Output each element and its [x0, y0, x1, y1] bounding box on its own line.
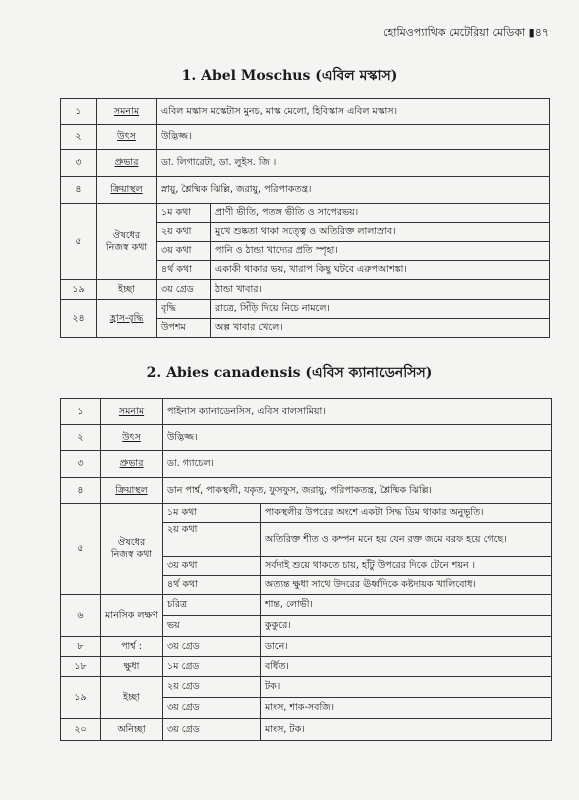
row-value: উদ্ভিজ্জ। [157, 125, 550, 150]
sub-value: সর্বদাই শুয়ে থাকতে চায়, হাঁটু উপরের দিকে টেনে শয়ন । [261, 557, 552, 576]
sub-key: ৩য় কথা [157, 242, 211, 261]
sub-key: ১ম কথা [163, 504, 261, 523]
row-number: ৫ [61, 204, 97, 280]
sub-key: ৩য় গ্রেড [163, 698, 261, 719]
row-value: পাইনাস ক্যানাডেনসিস, এবিস বালসামিয়া। [163, 399, 552, 425]
sub-key: ২য় কথা [157, 223, 211, 242]
sub-key: ৩য় গ্রেড [157, 280, 211, 300]
row-key: প্রুভার [101, 451, 163, 478]
sub-key: ৩য় কথা [163, 557, 261, 576]
row-key: অনিচ্ছা [101, 719, 163, 741]
table-row [61, 280, 550, 300]
row-value: ডা. গ্যাচেল। [163, 451, 552, 478]
table-row [61, 399, 552, 425]
row-value: ডা. লিগারেটা, ডা. লুইস. জি । [157, 150, 550, 177]
sub-value: পাকস্থলীর উপরের অংশে একটা সিদ্ধ ডিম থাকার অনুভূতি। [261, 504, 552, 523]
row-number: ১ [61, 399, 101, 425]
sub-key: ২য় কথা [163, 523, 261, 557]
sub-value: মাংস, শাক-সবজি। [261, 698, 552, 719]
row-number: ১৯ [61, 677, 101, 719]
sub-key: ১ম কথা [157, 204, 211, 223]
row-value: এবিল মস্কাস মস্কেটাস মুনচ, মাস্ক মেলো, হিবিস্কাস এবিল মস্কাস। [157, 99, 550, 125]
sub-value: বর্ধিত। [261, 657, 552, 677]
row-number: ৩ [61, 451, 101, 478]
running-header: হোমিওপ্যাথিক মেটেরিয়া মেডিকা ▮৪৭ [383, 26, 549, 39]
row-number: ২ [61, 425, 101, 451]
row-number: ১৯ [61, 280, 97, 300]
table-row [61, 300, 550, 319]
row-number: ৮ [61, 637, 101, 657]
table-row [61, 504, 552, 523]
row-key: হ্রাস-বৃদ্ধি [97, 300, 157, 338]
table-row [61, 125, 550, 150]
row-value: উদ্ভিজ্জ। [163, 425, 552, 451]
row-key: ঔষধের নিজস্ব কথা [97, 204, 157, 280]
row-number: ৬ [61, 595, 101, 637]
table-row [61, 677, 552, 698]
table-abel-moschus [60, 98, 550, 338]
sub-key: ৪র্থ কথা [157, 261, 211, 280]
sub-value: একাকী থাকার ভয়, খারাপ কিছু ঘটবে এরুপআশঙ্কা। [211, 261, 550, 280]
table-row [61, 451, 552, 478]
row-number: ৫ [61, 504, 101, 595]
sub-value: টক। [261, 677, 552, 698]
sub-key: ২য় গ্রেড [163, 677, 261, 698]
table-row [61, 478, 552, 504]
sub-value: রাত্রে, সিঁড়ি দিয়ে নিচে নামলে। [211, 300, 550, 319]
sub-value: মুখে শুষ্কতা থাকা সত্ত্বে ও অতিরিক্ত লালাস্রাব। [211, 223, 550, 242]
table-row [61, 637, 552, 657]
row-key: ঔষধের নিজস্ব কথা [101, 504, 163, 595]
sub-value: প্রাণী ভীতি, পতঙ্গ ভীতি ও সাপেরভয়। [211, 204, 550, 223]
row-number: ২০ [61, 719, 101, 741]
table-row [61, 177, 550, 204]
sub-value: পানি ও ঠান্ডা খাদ্যের প্রতি স্পৃহা। [211, 242, 550, 261]
row-number: ৪ [61, 478, 101, 504]
row-key: উৎস [101, 425, 163, 451]
table-row [61, 425, 552, 451]
sub-value: ডানে। [261, 637, 552, 657]
row-number: ১৮ [61, 657, 101, 677]
row-key: ক্রিয়াস্থল [101, 478, 163, 504]
table-row [61, 657, 552, 677]
table-row [61, 99, 550, 125]
sub-key: ভয় [163, 616, 261, 637]
table-row [61, 719, 552, 741]
sub-key: উপশম [157, 319, 211, 338]
table-abies-canadensis [60, 398, 552, 741]
row-key: মানসিক লক্ষণ [101, 595, 163, 637]
table-row [61, 204, 550, 223]
table-row [61, 595, 552, 616]
row-key: প্রুভার [97, 150, 157, 177]
row-key: সমনাম [97, 99, 157, 125]
row-key: ইচ্ছা [97, 280, 157, 300]
sub-key: ৩য় গ্রেড [163, 719, 261, 741]
row-key: পার্শ্ব : [101, 637, 163, 657]
sub-key: ৩য় গ্রেড [163, 637, 261, 657]
sub-value: শান্ত, লোভী। [261, 595, 552, 616]
sub-value: মাংস, টক। [261, 719, 552, 741]
row-number: ৩ [61, 150, 97, 177]
row-number: ২ [61, 125, 97, 150]
section-title-2: 2. Abies canadensis (এবিস ক্যানাডেনসিস) [146, 365, 433, 381]
row-key: উৎস [97, 125, 157, 150]
row-key: ইচ্ছা [101, 677, 163, 719]
row-number: ২৪ [61, 300, 97, 338]
sub-value: অত্যন্ত ক্ষুধা সাথে উদরের ঊর্ধ্বদিকে কষ্টদায়ক খালিবোধ। [261, 576, 552, 595]
sub-value: ঠান্ডা খাবার। [211, 280, 550, 300]
sub-value: অতিরিক্ত শীত ও কম্পন মনে হয় যেন রক্ত জমে বরফ হয়ে গেছে। [261, 523, 552, 557]
table-row [61, 150, 550, 177]
row-number: ১ [61, 99, 97, 125]
row-value: ডান পার্শ্ব, পাকস্থলী, যকৃত, ফুসফুস, জরায়ু, পরিপাকতন্ত্র, শ্লৈষ্মিক ঝিল্লি। [163, 478, 552, 504]
section-title-1: 1. Abel Moschus (এবিল মস্কাস) [181, 68, 398, 84]
sub-value: অল্প খাবার খেলে। [211, 319, 550, 338]
row-key: সমনাম [101, 399, 163, 425]
sub-key: চরিত্র [163, 595, 261, 616]
sub-value: কুকুরে। [261, 616, 552, 637]
row-value: স্নায়ু, শ্লৈষ্মিক ঝিল্লি, জরায়ু, পরিপাকতন্ত্র। [157, 177, 550, 204]
row-key: ক্ষুধা [101, 657, 163, 677]
sub-key: ৪র্থ কথা [163, 576, 261, 595]
sub-key: বৃদ্ধি [157, 300, 211, 319]
row-number: ৪ [61, 177, 97, 204]
sub-key: ১ম গ্রেড [163, 657, 261, 677]
row-key: ক্রিয়াস্থল [97, 177, 157, 204]
